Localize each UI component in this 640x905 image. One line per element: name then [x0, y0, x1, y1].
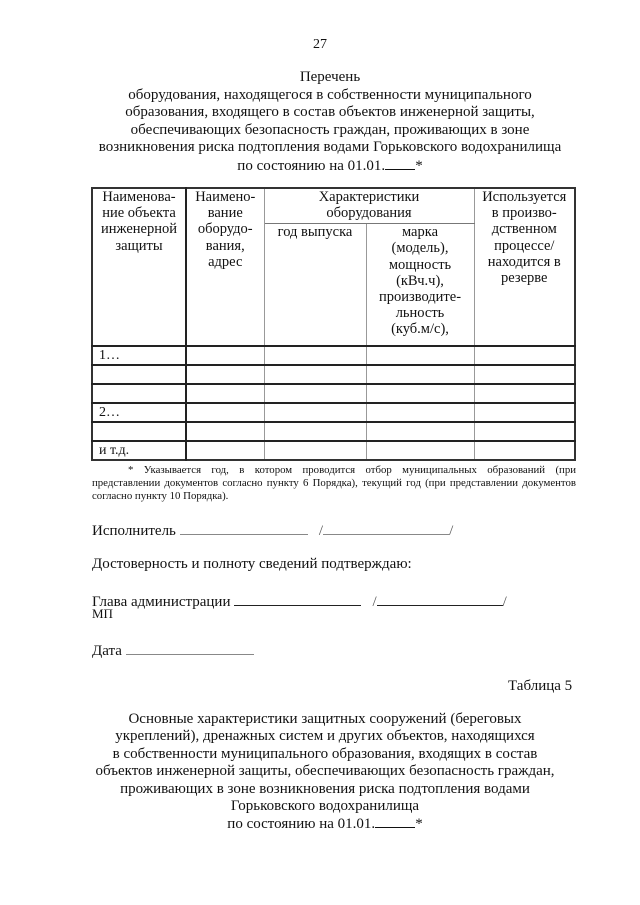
list-title-line: возникновения риска подтопления водами Горьковского водохранилища	[98, 139, 562, 156]
list-title	[80, 69, 580, 176]
table-cell[interactable]	[366, 384, 474, 403]
executor-name-field[interactable]	[323, 520, 449, 535]
stamp-label: МП	[92, 606, 113, 621]
table-cell[interactable]	[474, 365, 575, 384]
row-label	[92, 365, 186, 384]
header-year	[264, 224, 366, 346]
table-row	[92, 422, 575, 441]
table-cell[interactable]	[264, 365, 366, 384]
header-text: Наименова-	[102, 189, 176, 205]
list-date-line	[80, 157, 580, 176]
row-label	[92, 384, 186, 403]
year-blank[interactable]	[375, 815, 415, 828]
table-cell[interactable]	[366, 441, 474, 460]
table5-title-line: Горьковского водохранилища	[230, 798, 420, 815]
header-text: находится в	[487, 253, 561, 270]
table5-title-line: Основные характеристики защитных сооружений (береговых	[128, 711, 522, 727]
executor-label: Исполнитель	[92, 523, 176, 539]
header-brand	[366, 224, 474, 346]
table-header-row	[92, 188, 575, 224]
row-label	[92, 422, 186, 441]
header-text: (модель),	[391, 240, 449, 257]
header-text: резерве	[501, 270, 548, 287]
table-row	[92, 384, 575, 403]
header-text: (куб.м/с),	[391, 321, 449, 338]
header-text: защиты	[115, 237, 163, 254]
date-label: Дата	[92, 643, 122, 659]
header-text: Используется	[482, 189, 567, 205]
footnote	[92, 464, 576, 504]
table5-title-line: объектов инженерной защиты, обеспечивающих безопасность граждан,	[95, 763, 555, 780]
row-label: 2…	[92, 403, 186, 422]
page-number: 27	[313, 37, 327, 52]
table-cell[interactable]	[264, 346, 366, 365]
header-text: ние объекта	[102, 205, 176, 222]
table-cell[interactable]	[474, 441, 575, 460]
table-cell[interactable]	[264, 384, 366, 403]
header-characteristics	[264, 188, 474, 224]
head-signature-field[interactable]	[234, 591, 361, 606]
executor-line	[92, 520, 453, 540]
header-text: вание	[207, 205, 243, 222]
header-equipment-name	[186, 188, 264, 346]
table-row	[92, 365, 575, 384]
table-cell[interactable]	[474, 422, 575, 441]
table5-title-line: проживающих в зоне возникновения риска подтопления водами	[120, 780, 530, 797]
date-line	[92, 640, 254, 660]
executor-signature-field[interactable]	[180, 520, 308, 535]
table5-title-line: укреплений), дренажных систем и других объектов, находящихся	[115, 728, 535, 745]
list-heading: Перечень	[299, 69, 361, 85]
table-cell[interactable]	[186, 346, 264, 365]
date-field[interactable]	[126, 640, 254, 655]
head-name-field[interactable]	[377, 591, 503, 606]
table-cell[interactable]	[474, 384, 575, 403]
header-text: дственном	[491, 221, 557, 238]
header-text: Наимено-	[195, 189, 256, 205]
header-text: процессе/	[494, 237, 555, 254]
header-text: адрес	[208, 253, 243, 270]
table-cell[interactable]	[366, 403, 474, 422]
slash: /	[449, 523, 454, 539]
header-text: Характеристики	[318, 189, 420, 205]
footnote-text: представлении документов согласно пункту 6 Порядка), текущий год (при представлении документов	[92, 477, 576, 490]
date-prefix: по состоянию на 01.01.	[237, 157, 386, 174]
slash: /	[502, 594, 507, 610]
table-row	[92, 346, 575, 365]
row-label: и т.д.	[92, 441, 186, 460]
head-label: Глава администрации	[92, 594, 231, 610]
list-title-line: оборудования, находящегося в собственности муниципального	[128, 86, 532, 103]
header-text: вания,	[205, 237, 245, 254]
table-cell[interactable]	[366, 365, 474, 384]
header-text: в произво-	[491, 205, 557, 222]
header-text: марка	[401, 224, 439, 241]
list-title-line: образования, входящего в состав объектов инженерной защиты,	[125, 104, 535, 121]
date-asterisk: *	[415, 157, 423, 174]
table-cell[interactable]	[474, 346, 575, 365]
table-cell[interactable]	[366, 422, 474, 441]
table-cell[interactable]	[186, 403, 264, 422]
confirm-text: Достоверность и полноту сведений подтверждаю:	[92, 556, 412, 572]
header-text: год выпуска	[277, 224, 353, 241]
list-title-line: обеспечивающих безопасность граждан, проживающих в зоне	[130, 121, 530, 138]
table5-label: Таблица 5	[508, 678, 573, 694]
header-text: (кВч.ч),	[396, 272, 444, 289]
header-text: производите-	[378, 289, 462, 306]
table-cell[interactable]	[186, 422, 264, 441]
slash: /	[318, 523, 324, 539]
table-row	[92, 441, 575, 460]
header-text: мощность	[388, 256, 452, 273]
equipment-table	[91, 187, 576, 461]
table-row	[92, 403, 575, 422]
header-text: оборудо-	[197, 221, 253, 238]
table-cell[interactable]	[264, 422, 366, 441]
footnote-text: согласно пункту 10 Порядка).	[92, 490, 229, 503]
header-text: оборудования	[326, 205, 412, 222]
header-text: льность	[395, 305, 445, 322]
date-asterisk: *	[415, 816, 423, 833]
footnote-text: * Указывается год, в котором проводится отбор муниципальных образований (при	[128, 464, 576, 476]
slash: /	[372, 594, 377, 610]
year-blank[interactable]	[385, 157, 415, 170]
header-usage	[474, 188, 575, 346]
table-cell[interactable]	[264, 441, 366, 460]
table-cell[interactable]	[186, 384, 264, 403]
table-cell[interactable]	[186, 441, 264, 460]
table-cell[interactable]	[264, 403, 366, 422]
table5-title	[90, 711, 560, 834]
table-cell[interactable]	[474, 403, 575, 422]
date-prefix: по состоянию на 01.01.	[227, 816, 376, 833]
header-text: инженерной	[101, 221, 177, 238]
table5-date-line	[90, 815, 560, 833]
head-line	[92, 591, 507, 611]
header-object-name	[92, 188, 186, 346]
table-cell[interactable]	[186, 365, 264, 384]
table-cell[interactable]	[366, 346, 474, 365]
row-label: 1…	[92, 346, 186, 365]
table5-title-line: в собственности муниципального образования, входящих в состав	[112, 745, 538, 762]
